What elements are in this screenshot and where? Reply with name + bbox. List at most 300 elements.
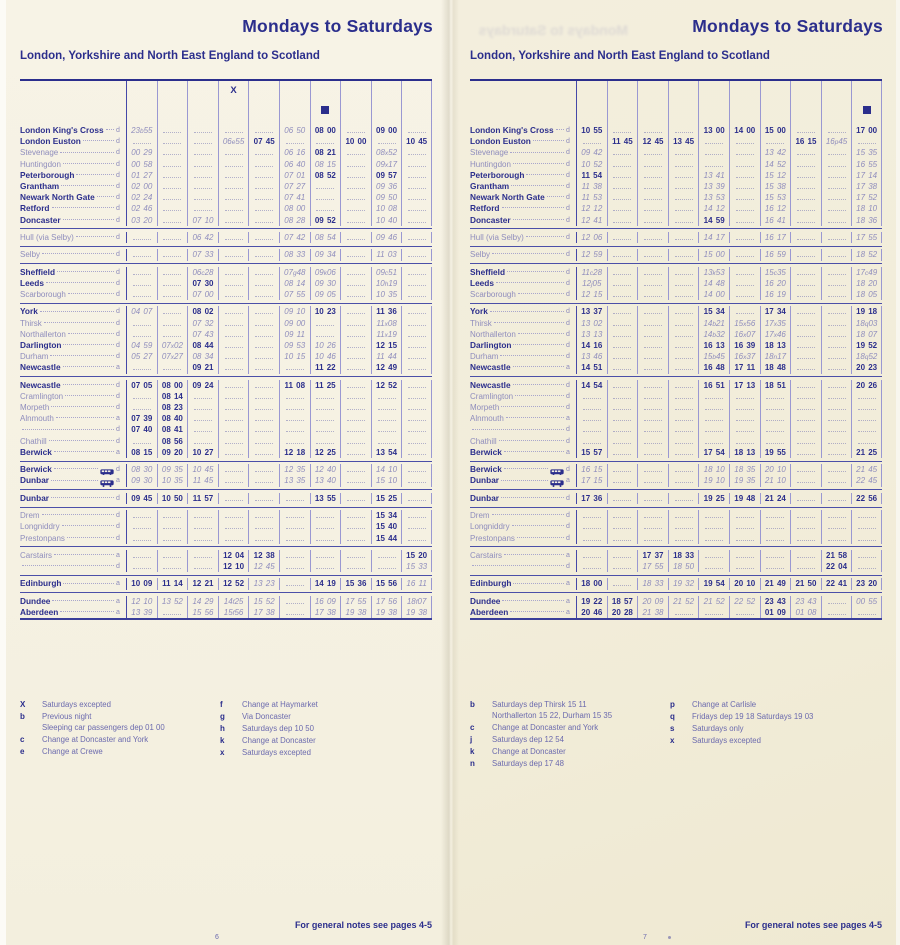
station-name-cell — [470, 380, 566, 391]
leader-dots — [828, 233, 846, 240]
time-cell — [851, 533, 882, 544]
station-row — [470, 136, 882, 147]
leader-dots — [194, 425, 212, 432]
leader-dots — [858, 562, 876, 569]
time-cell — [218, 249, 249, 260]
time-cell — [821, 475, 852, 486]
station-name-cell — [470, 436, 566, 447]
time-cell: 06 40 — [279, 159, 310, 170]
footnotes — [470, 700, 870, 771]
time-cell: 13 55 — [310, 493, 341, 504]
arrival-departure-letter: a — [566, 415, 570, 423]
time-cell: 12 25 — [310, 447, 341, 458]
group-separator — [470, 263, 882, 264]
footnote-item — [670, 724, 870, 735]
leader-dots — [408, 392, 426, 399]
time-cell — [218, 475, 249, 486]
leader-dots — [797, 392, 815, 399]
leader-dots — [472, 429, 564, 430]
arrival-departure-letter: d — [566, 512, 570, 520]
footnote-letter: b — [139, 128, 144, 135]
time-cell: 15 44 — [371, 533, 402, 544]
time-cell — [279, 533, 310, 544]
leader-dots — [513, 583, 564, 584]
leader-dots — [828, 290, 846, 297]
footnote-key: b — [470, 700, 475, 710]
leader-dots — [347, 414, 365, 421]
station-name-cell — [20, 362, 116, 373]
time-cell: 10 35 — [157, 475, 188, 486]
leader-dots — [255, 204, 273, 211]
arrival-departure-letter: d — [116, 523, 120, 531]
station-row — [20, 147, 432, 158]
leader-dots — [828, 279, 846, 286]
time-cell — [668, 289, 699, 300]
station-name: Aberdeen — [20, 607, 59, 617]
symbol-cell — [576, 81, 607, 125]
time-cell — [310, 533, 341, 544]
group-separator — [20, 546, 432, 547]
arrival-departure-letter: d — [566, 216, 570, 224]
leader-dots — [347, 330, 365, 337]
time-cell — [790, 413, 821, 424]
footnote-item — [20, 747, 220, 758]
leader-dots — [675, 126, 693, 133]
station-name-cell — [20, 475, 116, 486]
station-name: Morpeth — [470, 403, 500, 413]
leader-dots — [736, 290, 754, 297]
footnote-letter: b — [712, 320, 716, 328]
station-name: Newark North Gate — [20, 192, 95, 203]
leader-dots — [797, 233, 815, 240]
time-cell — [401, 159, 432, 170]
leader-dots — [828, 250, 846, 257]
leader-dots — [225, 148, 243, 155]
time-cell — [821, 413, 852, 424]
time-cell — [401, 447, 432, 458]
footnote-text: Saturdays excepted — [692, 736, 761, 746]
time-cell — [340, 436, 371, 447]
timetable-grid — [20, 79, 432, 620]
time-cell — [790, 447, 821, 458]
leader-dots — [194, 437, 212, 444]
leader-dots — [63, 366, 114, 367]
time-cell — [637, 402, 668, 413]
leader-dots — [133, 511, 151, 518]
time-cell — [310, 318, 341, 329]
leader-dots — [797, 494, 815, 501]
leader-dots — [225, 511, 243, 518]
leader-dots — [705, 137, 723, 144]
leader-dots — [705, 148, 723, 155]
station-name: Retford — [20, 203, 50, 214]
leader-dots — [513, 163, 564, 164]
time-cell — [248, 475, 279, 486]
time-cell — [668, 475, 699, 486]
time-cell — [279, 362, 310, 373]
bus-icon — [100, 477, 114, 484]
leader-dots — [225, 171, 243, 178]
time-cell — [668, 329, 699, 340]
arrival-departure-letter: d — [116, 330, 120, 338]
time-cell: 08 40 — [157, 413, 188, 424]
time-cell — [340, 510, 371, 521]
time-cell — [790, 318, 821, 329]
leader-dots — [858, 437, 876, 444]
leader-dots — [613, 160, 631, 167]
leader-dots — [133, 279, 151, 286]
leader-dots — [46, 282, 114, 283]
time-cell — [637, 521, 668, 532]
leader-dots — [51, 497, 114, 498]
time-cell: 22 45 — [851, 475, 882, 486]
time-cell: 17 38 — [851, 181, 882, 192]
station-name-cell — [470, 159, 566, 170]
leader-dots — [613, 126, 631, 133]
time-cell — [729, 521, 760, 532]
time-cell — [248, 159, 279, 170]
leader-dots — [644, 437, 662, 444]
leader-dots — [644, 279, 662, 286]
station-name: Leeds — [470, 277, 494, 288]
time-cell — [790, 125, 821, 136]
leader-dots — [736, 414, 754, 421]
time-cell — [340, 424, 371, 435]
leader-dots — [286, 608, 304, 615]
time-cell — [790, 267, 821, 278]
time-cell — [668, 493, 699, 504]
leader-dots — [797, 425, 815, 432]
station-row — [470, 424, 882, 435]
time-cell — [668, 306, 699, 317]
footnote-letter: x — [384, 161, 389, 169]
time-cell — [218, 215, 249, 226]
station-name: Thirsk — [20, 318, 42, 328]
leader-dots — [797, 148, 815, 155]
time-cell: 08 52 — [310, 170, 341, 181]
time-cell — [401, 306, 432, 317]
leader-dots — [613, 341, 631, 348]
time-cell: 17 55 — [851, 232, 882, 243]
leader-dots — [705, 562, 723, 569]
time-cell: 14 00 — [698, 289, 729, 300]
station-name-cell — [470, 136, 566, 147]
leader-dots — [408, 414, 426, 421]
time-cell: 14b32 — [698, 329, 729, 340]
time-cell: 16 55 — [851, 159, 882, 170]
time-cell — [218, 436, 249, 447]
station-name-cell — [470, 318, 566, 329]
route-heading: London, Yorkshire and North East England to Scotland — [470, 50, 770, 62]
time-cell — [607, 561, 638, 572]
station-name: York — [20, 306, 38, 317]
leader-dots — [378, 414, 396, 421]
leader-dots — [504, 468, 548, 469]
station-name-cell — [470, 402, 566, 413]
leader-dots — [54, 554, 114, 555]
arrival-departure-letter: d — [566, 171, 570, 179]
time-cell — [187, 170, 218, 181]
time-cell — [157, 533, 188, 544]
leader-dots — [828, 204, 846, 211]
footnote-item — [20, 712, 220, 733]
leader-dots — [705, 414, 723, 421]
time-cell: 10 08 — [371, 203, 402, 214]
leader-dots — [501, 480, 548, 481]
time-cell — [401, 464, 432, 475]
time-cell — [790, 561, 821, 572]
leader-dots — [286, 392, 304, 399]
leader-dots — [496, 282, 564, 283]
station-name: Dundee — [470, 595, 501, 606]
time-cell — [698, 561, 729, 572]
time-cell: 07 39 — [126, 413, 157, 424]
time-cell: 18 48 — [760, 362, 791, 373]
time-cell: 14f25 — [218, 596, 249, 607]
time-cell — [576, 136, 607, 147]
time-cell: 09 57 — [371, 170, 402, 181]
time-cell — [340, 362, 371, 373]
time-cell: 22 04 — [821, 561, 852, 572]
leader-dots — [675, 437, 693, 444]
station-name: Longniddry — [20, 522, 60, 532]
leader-dots — [286, 562, 304, 569]
time-cell: 17 38 — [310, 607, 341, 618]
time-cell — [279, 561, 310, 572]
leader-dots — [347, 290, 365, 297]
station-name-cell — [20, 510, 116, 521]
leader-dots — [504, 451, 564, 452]
leader-dots — [858, 551, 876, 558]
arrival-departure-letter: d — [116, 138, 120, 146]
time-cell — [279, 596, 310, 607]
time-cell — [187, 391, 218, 402]
time-cell: 23 43 — [790, 596, 821, 607]
time-cell: 21 58 — [821, 550, 852, 561]
footnote-item — [470, 723, 670, 734]
leader-dots — [613, 437, 631, 444]
page-title: Mondays to Saturdays — [692, 16, 883, 36]
leader-dots — [255, 171, 273, 178]
leader-dots — [225, 381, 243, 388]
station-row — [20, 550, 432, 561]
leader-dots — [286, 425, 304, 432]
leader-dots — [286, 511, 304, 518]
leader-dots — [644, 160, 662, 167]
footnote-letter: g — [292, 269, 297, 277]
leader-dots — [225, 193, 243, 200]
leader-dots — [675, 268, 693, 275]
station-row — [20, 170, 432, 181]
time-cell — [248, 533, 279, 544]
time-cell: 19 25 — [698, 493, 729, 504]
station-name-cell — [20, 424, 116, 435]
station-row — [20, 402, 432, 413]
time-cell — [340, 413, 371, 424]
scan-edge-left — [0, 0, 6, 945]
time-cell — [821, 607, 852, 618]
leader-dots — [736, 437, 754, 444]
station-row — [470, 561, 882, 572]
time-cell — [279, 436, 310, 447]
leader-dots — [347, 341, 365, 348]
station-name: Leeds — [20, 277, 44, 288]
leader-dots — [63, 583, 114, 584]
time-cell: 16x07 — [729, 329, 760, 340]
leader-dots — [583, 511, 601, 518]
leader-dots — [613, 250, 631, 257]
arrival-departure-letter: d — [566, 279, 570, 287]
station-name-cell — [470, 289, 566, 300]
leader-dots — [347, 522, 365, 529]
arrival-departure-letter: d — [116, 233, 120, 241]
leader-dots — [797, 193, 815, 200]
time-cell — [821, 306, 852, 317]
time-cell — [340, 318, 371, 329]
arrival-departure-letter: a — [116, 477, 120, 485]
station-row — [20, 181, 432, 192]
leader-dots — [613, 319, 631, 326]
time-cell — [401, 249, 432, 260]
leader-dots — [347, 279, 365, 286]
leader-dots — [255, 268, 273, 275]
time-cell: 08 14 — [157, 391, 188, 402]
time-cell — [126, 232, 157, 243]
time-cell: 14 52 — [760, 159, 791, 170]
page-number: 6 — [215, 934, 219, 941]
time-cell — [248, 203, 279, 214]
time-cell — [668, 147, 699, 158]
time-cell — [698, 607, 729, 618]
time-cell: 16 13 — [698, 340, 729, 351]
time-cell — [248, 147, 279, 158]
time-cell: 21 49 — [760, 578, 791, 589]
time-cell — [851, 413, 882, 424]
time-cell: 17 55 — [340, 596, 371, 607]
station-name-cell — [20, 380, 116, 391]
leader-dots — [54, 468, 98, 469]
time-cell — [340, 340, 371, 351]
leader-dots — [52, 207, 115, 208]
arrival-departure-letter: d — [116, 563, 120, 571]
time-cell — [310, 192, 341, 203]
station-name-cell — [470, 267, 566, 278]
footnote-key: q — [670, 712, 675, 722]
time-cell — [821, 436, 852, 447]
time-cell — [157, 521, 188, 532]
time-cell — [126, 550, 157, 561]
footnote-key: x — [670, 736, 675, 746]
leader-dots — [163, 137, 181, 144]
leader-dots — [163, 608, 181, 615]
time-cell: 09 11 — [279, 329, 310, 340]
arrival-departure-letter: d — [116, 308, 120, 316]
time-cell — [371, 561, 402, 572]
leader-dots — [408, 171, 426, 178]
station-name-cell — [20, 351, 116, 362]
station-name: Thirsk — [470, 318, 492, 328]
time-cell: 13 45 — [668, 136, 699, 147]
leader-dots — [347, 204, 365, 211]
leader-dots — [378, 551, 396, 558]
leader-dots — [163, 171, 181, 178]
leader-dots — [51, 406, 114, 407]
leader-dots — [76, 236, 114, 237]
arrival-departure-letter: a — [566, 477, 570, 485]
time-cell — [607, 215, 638, 226]
leader-dots — [675, 148, 693, 155]
leader-dots — [408, 330, 426, 337]
leader-dots — [644, 522, 662, 529]
time-cell: 19 38 — [340, 607, 371, 618]
leader-dots — [133, 330, 151, 337]
leader-dots — [644, 414, 662, 421]
time-cell: 12 21 — [187, 578, 218, 589]
leader-dots — [347, 448, 365, 455]
leader-dots — [286, 551, 304, 558]
station-name-cell — [20, 170, 116, 181]
time-cell: 15 40 — [371, 521, 402, 532]
leader-dots — [408, 216, 426, 223]
time-cell — [401, 533, 432, 544]
footnote-letter: k — [712, 269, 716, 277]
arrival-departure-letter: d — [566, 392, 570, 400]
footnotes-column-right — [220, 700, 420, 760]
station-name-cell — [470, 362, 566, 373]
leader-dots — [225, 448, 243, 455]
print-bleed-title: Mondays to Saturdays — [478, 22, 628, 38]
leader-dots — [613, 307, 631, 314]
leader-dots — [286, 579, 304, 586]
leader-dots — [797, 414, 815, 421]
time-cell — [340, 306, 371, 317]
leader-dots — [408, 476, 426, 483]
leader-dots — [675, 319, 693, 326]
arrival-departure-letter: d — [116, 466, 120, 474]
leader-dots — [675, 341, 693, 348]
time-cell: 18q52 — [851, 351, 882, 362]
time-cell — [790, 289, 821, 300]
time-cell: 14 00 — [729, 125, 760, 136]
leader-dots — [675, 476, 693, 483]
time-cell — [279, 607, 310, 618]
time-cell — [248, 447, 279, 458]
leader-dots — [347, 511, 365, 518]
leader-dots — [828, 597, 846, 604]
time-cell — [668, 249, 699, 260]
time-cell: 11 03 — [371, 249, 402, 260]
station-row — [470, 447, 882, 458]
station-row — [20, 249, 432, 260]
time-cell — [187, 181, 218, 192]
time-cell — [637, 493, 668, 504]
time-cell — [668, 267, 699, 278]
time-cell: 12 52 — [371, 380, 402, 391]
leader-dots — [408, 279, 426, 286]
time-cell: 18 00 — [576, 578, 607, 589]
leader-dots — [194, 126, 212, 133]
leader-dots — [194, 511, 212, 518]
time-cell: 21 24 — [760, 493, 791, 504]
time-cell — [637, 267, 668, 278]
leader-dots — [583, 562, 601, 569]
time-cell: 17 52 — [851, 192, 882, 203]
leader-dots — [828, 392, 846, 399]
leader-dots — [513, 344, 564, 345]
footnote-item — [220, 700, 420, 711]
leader-dots — [766, 534, 784, 541]
footnote-text: Previous night Sleeping car passengers dep 01 00 — [42, 712, 165, 732]
